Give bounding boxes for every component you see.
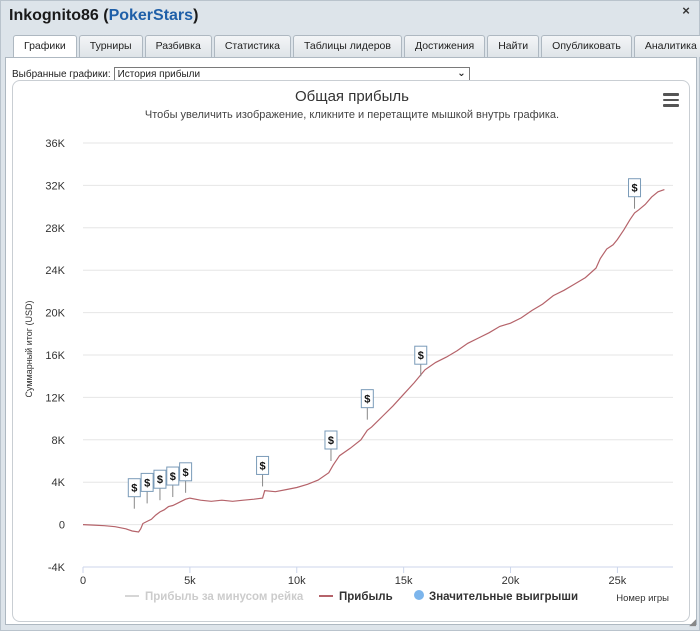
y-tick-label: 12K (45, 392, 65, 405)
chart-subtitle: Чтобы увеличить изображение, кликните и перетащите мышкой внутрь графика. (144, 109, 560, 121)
charts-panel (5, 57, 697, 625)
flag-label: $ (364, 393, 371, 406)
chart-title: Общая прибыль (294, 88, 410, 105)
chevron-down-icon: ⌄ (457, 67, 466, 79)
y-tick-label: 8K (51, 434, 65, 447)
chart-legend (125, 590, 578, 603)
flag-label: $ (259, 460, 266, 473)
flag-label: $ (144, 477, 151, 490)
y-tick-label: 32K (45, 180, 65, 193)
tab-achievements[interactable]: Достижения (404, 35, 485, 57)
y-axis-ticks (45, 138, 65, 574)
window-title: Inkognito86 (PokerStars) (9, 7, 199, 24)
close-icon[interactable]: × (682, 3, 690, 18)
x-tick-label: 10k (287, 575, 306, 587)
big-win-flag[interactable] (167, 467, 179, 497)
flag-label: $ (156, 474, 164, 487)
big-win-flag[interactable] (629, 179, 641, 209)
big-win-flag[interactable] (180, 463, 192, 493)
grid-lines (83, 143, 673, 567)
profit-chart[interactable] (13, 81, 690, 622)
flag-label: $ (327, 435, 335, 447)
y-tick-label: 16K (45, 350, 65, 362)
x-tick-label: 0 (79, 575, 87, 587)
title-username: Inkognito86 (9, 7, 99, 24)
legend-swatch-big-wins (414, 590, 424, 600)
chart-container[interactable] (12, 80, 690, 622)
resize-grip-icon[interactable]: ◢ (689, 617, 696, 627)
big-win-flag[interactable] (141, 473, 153, 503)
tab-statistics[interactable]: Статистика (214, 35, 291, 57)
x-axis-ticks (80, 567, 673, 587)
flag-label: $ (631, 182, 638, 195)
big-win-flag[interactable] (415, 346, 427, 376)
tab-tournaments[interactable]: Турниры (79, 35, 143, 57)
y-tick-label: 20K (45, 307, 65, 320)
flag-label: $ (169, 471, 176, 484)
tab-charts[interactable]: Графики (13, 35, 77, 58)
legend-item-big-wins[interactable] (414, 590, 578, 603)
x-axis-label: Номер игры (616, 593, 669, 604)
flag-label: $ (417, 350, 424, 363)
legend-item-profit-no-rake[interactable] (125, 591, 304, 603)
y-tick-label: 28K (45, 222, 65, 235)
flag-label: $ (182, 466, 189, 479)
big-win-flag[interactable] (325, 431, 337, 461)
x-tick-label: 25k (608, 575, 627, 587)
big-win-flag[interactable] (154, 470, 166, 500)
big-win-flag[interactable] (361, 390, 373, 420)
y-axis-label: Суммарный итог (USD) (24, 300, 34, 398)
y-tick-label: 0 (58, 519, 65, 532)
y-tick-label: -4K (47, 562, 65, 574)
title-site: PokerStars (108, 7, 194, 24)
tab-leaderboards[interactable]: Таблицы лидеров (293, 35, 402, 57)
legend-label-profit: Прибыль (339, 591, 393, 603)
x-tick-label: 15k (394, 575, 413, 587)
legend-item-profit[interactable] (319, 591, 393, 603)
x-tick-label: 5k (184, 575, 196, 587)
tab-publish[interactable]: Опубликовать (541, 35, 632, 57)
chart-select-value: История прибыли (117, 68, 201, 80)
hamburger-icon[interactable] (663, 93, 679, 107)
x-tick-label: 20k (501, 575, 520, 587)
y-tick-label: 4K (51, 477, 65, 490)
y-tick-label: 36K (45, 138, 65, 150)
y-tick-label: 24K (45, 265, 65, 278)
big-win-flag[interactable] (128, 479, 140, 509)
tab-analytics[interactable]: Аналитика (634, 35, 700, 57)
legend-label-profit-no-rake: Прибыль за минусом рейка (145, 591, 304, 603)
legend-label-big-wins: Значительные выигрыши (429, 591, 579, 603)
tab-bar (13, 35, 700, 57)
flag-label: $ (131, 482, 138, 495)
chart-selector-label: Выбранные графики: (12, 68, 111, 80)
tab-breakdown[interactable]: Разбивка (145, 35, 212, 57)
tab-search[interactable]: Найти (487, 35, 539, 57)
